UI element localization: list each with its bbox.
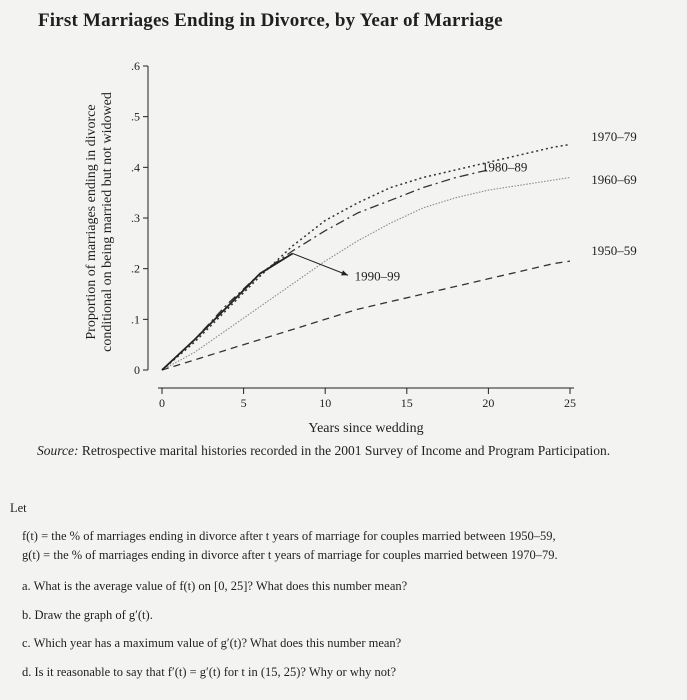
series-lines	[162, 145, 570, 371]
label-arrow	[293, 253, 348, 275]
definition-g: g(t) = the % of marriages ending in divorce after t years of marriage for couples married between 1970–79.	[22, 548, 558, 562]
x-tick-label: 0	[159, 396, 165, 410]
axes	[131, 59, 576, 410]
x-tick-label: 5	[240, 396, 247, 410]
series-line	[162, 254, 293, 371]
y-tick-label: 0	[134, 363, 140, 377]
question-c: c. Which year has a maximum value of g′(t)? What does this number mean?	[22, 636, 402, 650]
x-axis-label: Years since wedding	[308, 421, 424, 436]
label-arrowhead	[341, 270, 348, 275]
series-labels	[355, 129, 637, 283]
y-axis-label-line-1: Proportion of marriages ending in divorce	[84, 104, 99, 340]
question-a: a. What is the average value of f(t) on [0, 25]? What does this number mean?	[22, 579, 408, 593]
series-label: 1980–89	[481, 159, 528, 175]
x-tick-label: 25	[564, 396, 576, 410]
y-axis-label-line-2: conditional on being married but not widowed	[100, 92, 115, 352]
source-text: Retrospective marital histories recorded in the 2001 Survey of Income and Program Participation.	[81, 443, 611, 458]
chart-title: First Marriages Ending in Divorce, by Year of Marriage	[38, 10, 503, 31]
y-tick-label: .1	[131, 312, 140, 327]
x-tick-label: 10	[319, 396, 332, 410]
series-label: 1950–59	[591, 242, 637, 258]
y-tick-label: .3	[131, 211, 140, 225]
y-tick-label: .2	[131, 261, 140, 276]
series-label: 1990–99	[354, 268, 401, 284]
question-d: d. Is it reasonable to say that f′(t) = g′(t) for t in (15, 25)? Why or why not?	[22, 665, 396, 679]
series-label: 1960–69	[591, 172, 637, 187]
y-tick-label: .4	[131, 160, 140, 175]
source-label: Source:	[37, 443, 79, 458]
series-line	[162, 145, 570, 371]
question-b: b. Draw the graph of g′(t).	[22, 608, 153, 622]
y-tick-label: .5	[131, 109, 140, 124]
series-line	[162, 170, 488, 370]
let-label: Let	[10, 501, 27, 515]
source-note	[37, 442, 637, 460]
x-tick-label: 20	[482, 396, 495, 410]
series-label: 1970–79	[591, 128, 637, 144]
x-tick-label: 15	[400, 396, 413, 410]
definition-f: f(t) = the % of marriages ending in divorce after t years of marriage for couples married between 1950–59,	[22, 529, 556, 543]
y-tick-label: .6	[131, 59, 140, 73]
